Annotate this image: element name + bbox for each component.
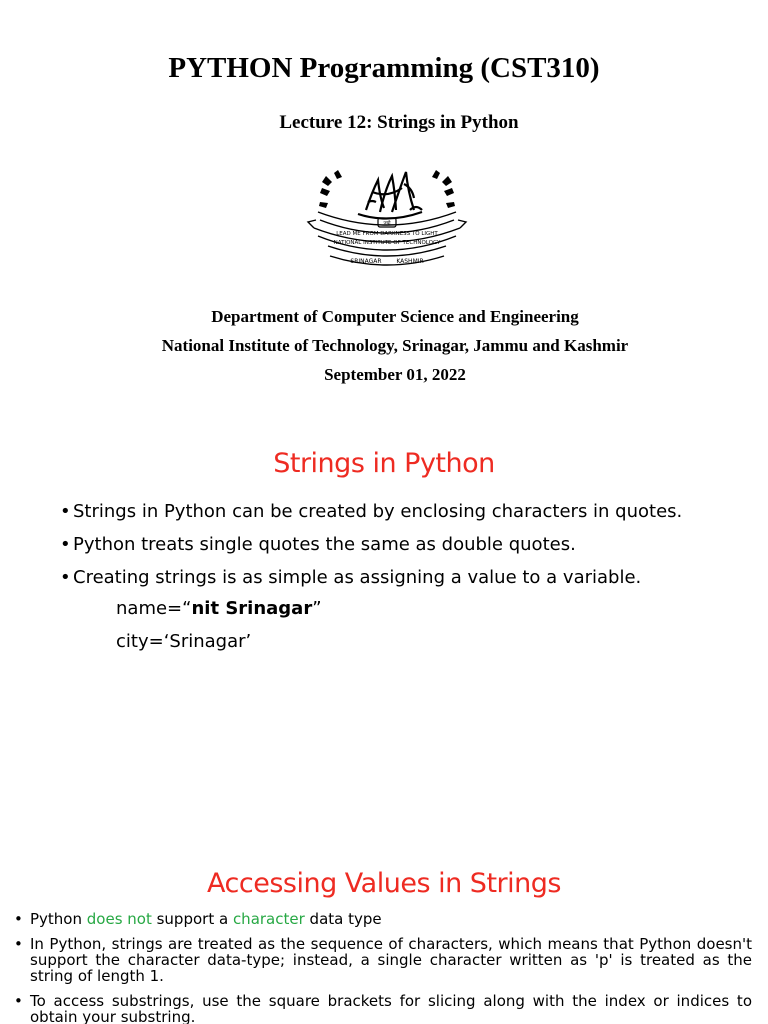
institute-line: National Institute of Technology, Srinagar, Jammu and Kashmir [161,336,629,355]
date-line: September 01, 2022 [324,365,466,384]
svg-text:ज्यो: ज्यो [383,220,391,227]
bullet-item: • Creating strings is as simple as assigning a value to a variable. [60,565,682,598]
svg-text:NATIONAL INSTITUTE OF TECHNOLO: NATIONAL INSTITUTE OF TECHNOLOGY [333,240,441,246]
bullet-item: • Python treats single quotes the same as double quotes. [60,532,682,565]
department-line: Department of Computer Science and Engineering [211,307,579,326]
svg-text:SRINAGAR: SRINAGAR [350,258,382,265]
emblem-lettering [334,220,441,266]
lecture-title: Lecture 12: Strings in Python [279,112,519,133]
code-example-name: name=“nit Srinagar” [116,598,322,619]
course-title: PYTHON Programming (CST310) [168,52,600,84]
svg-text:KASHMIR: KASHMIR [396,258,424,265]
code-example-city: city=‘Srinagar’ [116,631,252,652]
emblem-calligraphy [358,172,422,219]
highlight-text: character [232,910,305,928]
strings-heading: Strings in Python [273,448,495,479]
svg-text:LEAD ME FROM DARKNESS TO LIGHT: LEAD ME FROM DARKNESS TO LIGHT [336,231,438,237]
highlight-text: does not [86,910,152,928]
bullet-item: • Strings in Python can be created by enclosing characters in quotes. [60,499,682,532]
accessing-values-heading: Accessing Values in Strings [207,868,561,899]
strings-bullet-list [60,499,682,598]
code-string-value: nit Srinagar [191,598,313,619]
bullet-item: • Python does not support a character data type [14,911,752,927]
bullet-item: • In Python, strings are treated as the sequence of characters, which means that Python doesn't support the character data-type; instead, a single character written as 'p' is treated as the string of length 1. [14,936,752,984]
bullet-item: • To access substrings, use the square brackets for slicing along with the index or indices to obtain your substring. [14,993,752,1024]
nit-srinagar-emblem [306,162,468,274]
accessing-bullet-list [14,911,752,1024]
